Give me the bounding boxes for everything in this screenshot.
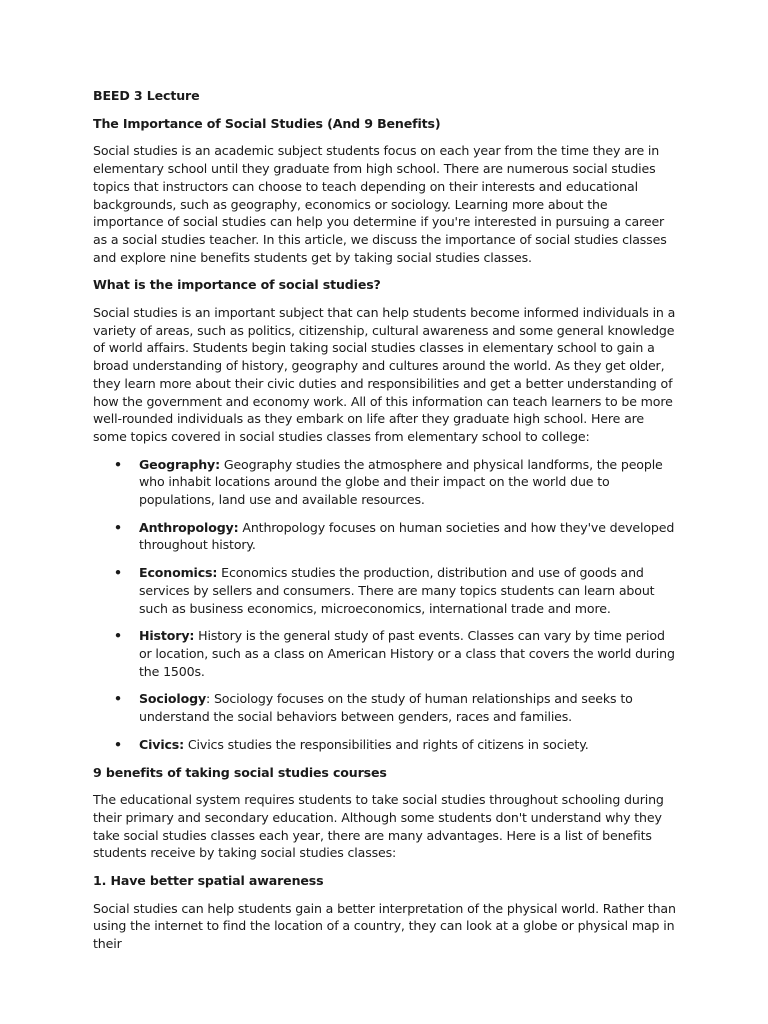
topic-term: Civics: [139,736,185,752]
bullet-icon: • [114,519,122,535]
topic-anthropology [93,519,678,554]
bullet-icon: • [114,628,122,644]
bullet-icon: • [114,456,122,472]
benefit-1-heading: 1. Have better spatial awareness [93,873,324,889]
section-importance-heading: What is the importance of social studies? [93,277,381,293]
bullet-icon: • [114,691,122,707]
topic-economics [93,564,678,617]
topic-description: History is the general study of past events. Classes can vary by time period or location, such as a class on American History or a class that covers the world during the 1500s. [139,628,675,679]
topic-description: Economics studies the production, distribution and use of goods and services by sellers and consumers. There are many topics students can learn about such as business economics, microeconomics, international trade and more. [139,565,655,616]
topic-description: Civics studies the responsibilities and rights of citizens in society. [184,736,589,752]
intro-paragraph: Social studies is an academic subject students focus on each year from the time they are in elementary school until they graduate from high school. There are numerous social studies topics that instructors can choose to teach depending on their interests and educational backgrounds, such as geography, economics or sociology. Learning more about the importance of social studies can help you determine if you're interested in pursuing a career as a social studies teacher. In this article, we discuss the importance of social studies classes and explore nine benefits students get by taking social studies classes. [93,143,667,265]
section-benefits-paragraph: The educational system requires students to take social studies throughout schooling during their primary and secondary education. Although some students don't understand why they take social studies classes each year, there are many advantages. Here is a list of benefits students receive by taking social studies classes: [93,792,664,861]
section-importance-paragraph: Social studies is an important subject that can help students become informed individuals in a variety of areas, such as politics, citizenship, cultural awareness and some general knowledge of world affairs. Students begin taking social studies classes in elementary school to gain a broad understanding of history, geography and cultures around the world. As they get older, they learn more about their civic duties and responsibilities and get a better understanding of how the government and economy work. All of this information can teach learners to be more well-rounded individuals as they embark on life after they graduate high school. Here are some topics covered in social studies classes from elementary school to college: [93,305,676,444]
topics-list [93,456,678,754]
topic-description: Geography studies the atmosphere and physical landforms, the people who inhabit locations around the globe and their impact on the world due to populations, land use and available resources. [139,456,663,508]
topic-term: Geography: [139,456,220,472]
topic-sociology [93,690,678,725]
course-label: BEED 3 Lecture [93,88,200,103]
topic-description: Anthropology focuses on human societies and how they've developed throughout history. [139,519,675,553]
bullet-icon: • [114,736,122,752]
benefit-1-paragraph: Social studies can help students gain a better interpretation of the physical world. Rather than using the internet to find the location of a country, they can look at a globe or physical map in their [93,900,676,952]
topic-geography [93,456,678,509]
bullet-icon: • [114,565,122,581]
topic-civics [93,736,678,754]
document-page [93,87,678,963]
topic-term: Economics: [139,565,218,581]
document-title: The Importance of Social Studies (And 9 Benefits) [93,115,441,131]
topic-term: Sociology [139,691,206,707]
section-benefits-heading: 9 benefits of taking social studies courses [93,764,387,780]
topic-term: Anthropology: [139,519,239,535]
topic-term: History: [139,628,195,644]
topic-history [93,627,678,680]
topic-description: : Sociology focuses on the study of human relationships and seeks to understand the social behaviors between genders, races and families. [139,691,633,725]
